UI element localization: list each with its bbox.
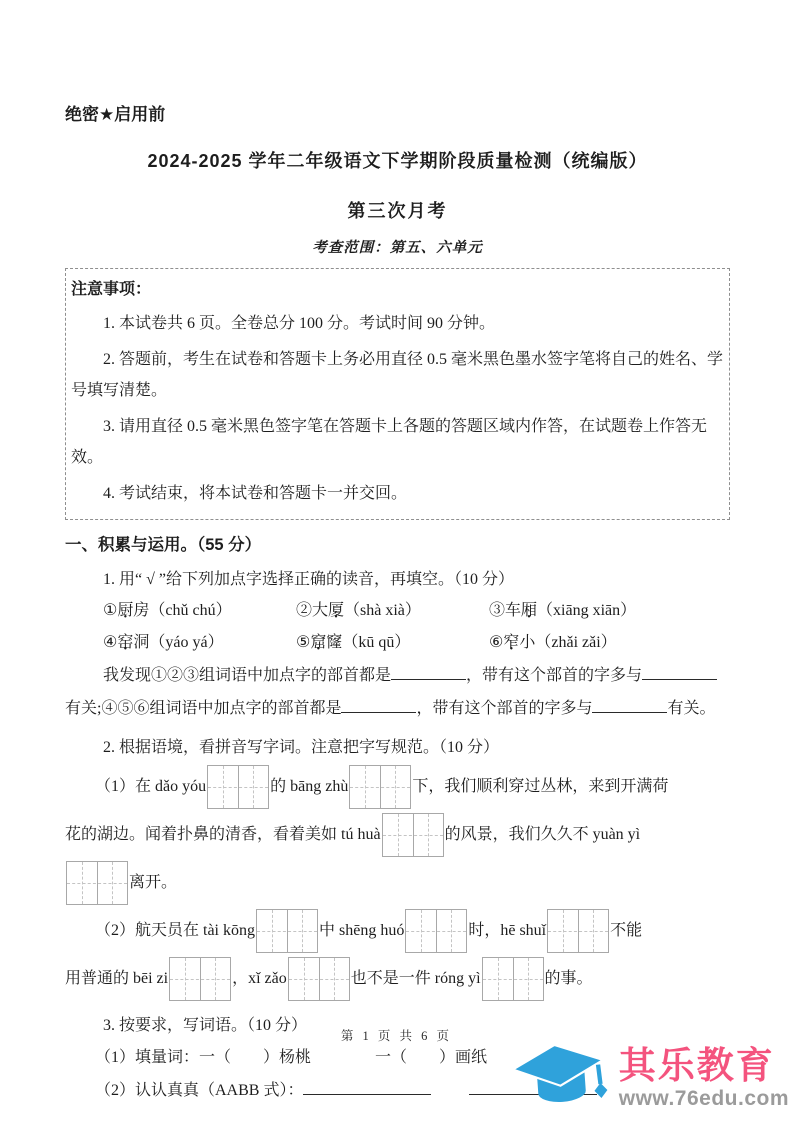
question-1-stem: 1. 用“ √ ”给下列加点字选择正确的读音，再填空。（10 分） (103, 571, 514, 588)
option-pinyin: 洞（yáo yá） (133, 634, 224, 651)
q1-fill-line-2 (65, 692, 730, 725)
pinyin-writing-box[interactable] (482, 957, 544, 1001)
sentence-text: 时，hē shuǐ (468, 922, 547, 939)
sentence-text: 用普通的 bēi zi (65, 970, 169, 987)
q1-option-2 (296, 595, 489, 627)
option-prefix: ④ (103, 634, 118, 651)
notice-item: 1. 本试卷共 6 页。全卷总分 100 分。考试时间 90 分钟。 (103, 315, 496, 332)
sentence-text: 不能 (610, 922, 643, 939)
notice-item: 4. 考试结束，将本试卷和答题卡一并交回。 (103, 485, 408, 502)
option-pinyin: 小（zhǎi zǎi） (519, 634, 617, 651)
pinyin-writing-box[interactable] (207, 765, 269, 809)
option-prefix: ⑥ (489, 634, 504, 651)
pinyin-writing-box[interactable] (256, 909, 318, 953)
answer-blank[interactable] (341, 696, 416, 713)
exam-name: 第三次月考 (347, 201, 448, 221)
notice-item: 3. 请用直径 0.5 毫米黑色签字笔在答题卡上各题的答题区域内作答，在试题卷上作答无效。 (71, 418, 708, 466)
pinyin-writing-box[interactable] (66, 861, 128, 905)
dotted-character: 窑 • (117, 627, 133, 659)
q3-item-1: （1）填量词：一（ ）杨桃 一（ ）画纸 (95, 1049, 488, 1066)
fill-text: 有关;④⑤⑥组词语中加点字的部首都是 (65, 700, 342, 717)
option-pinyin: 房（chǔ chú） (133, 602, 232, 619)
fill-text: 有关。 (667, 700, 716, 717)
q1-option-4 (103, 627, 296, 659)
fill-text: ，带有这个部首的字多与 (416, 700, 593, 717)
q1-options-row-1 (103, 595, 730, 627)
exam-scope: 考查范围：第五、六单元 (312, 240, 483, 256)
answer-blank[interactable] (592, 696, 667, 713)
classification-label: 绝密★启用前 (65, 105, 166, 124)
answer-blank[interactable] (391, 663, 466, 680)
option-pinyin: （xiāng xiān） (537, 602, 637, 619)
answer-blank[interactable] (642, 663, 717, 680)
pinyin-writing-box[interactable] (349, 765, 411, 809)
graduation-cap-icon (502, 1032, 618, 1122)
dotted-character: 厢 • (521, 595, 537, 627)
notice-item: 2. 答题前，考生在试卷和答题卡上务必用直径 0.5 毫米黑色墨水签字笔将自己的姓名、学号填写清楚。 (71, 351, 724, 399)
pinyin-writing-box[interactable] (382, 813, 444, 857)
pinyin-writing-box[interactable] (169, 957, 231, 1001)
sentence-text: 下，我们顺利穿过丛林，来到开满荷 (412, 778, 669, 795)
q2-sentence-1-line-3 (65, 859, 730, 907)
sentence-text: （2）航天员在 tài kōng (95, 922, 255, 939)
page-number: 第 1 页 共 6 页 (340, 1029, 453, 1043)
fill-text: ，带有这个部首的字多与 (466, 667, 643, 684)
option-prefix: ②大 (296, 602, 329, 619)
pinyin-writing-box[interactable] (547, 909, 609, 953)
option-prefix: ③车 (489, 602, 522, 619)
option-pinyin: 窿（kū qū） (326, 634, 411, 651)
dotted-character: 窟 • (310, 627, 326, 659)
q1-option-6 (489, 627, 617, 659)
option-prefix: ① (103, 602, 118, 619)
publisher-logo (505, 1036, 789, 1121)
sentence-text: ，xǐ zǎo (232, 970, 287, 987)
sentence-text: 的事。 (544, 970, 593, 987)
sentence-text: 也不是一件 róng yì (350, 970, 481, 987)
dotted-character: 窄 • (503, 627, 519, 659)
q2-sentence-1-line-1 (95, 763, 730, 811)
option-pinyin: （shà xià） (344, 602, 421, 619)
q1-options-row-2 (103, 627, 730, 659)
logo-text-block (619, 1046, 789, 1111)
q1-option-5 (296, 627, 489, 659)
sentence-text: 的 bāng zhù (270, 778, 349, 795)
q1-fill-line-1 (65, 659, 730, 692)
notice-heading: 注意事项： (71, 281, 152, 298)
sentence-text: 离开。 (129, 874, 178, 891)
pinyin-writing-box[interactable] (405, 909, 467, 953)
section-1-heading: 一、积累与运用。（55 分） (65, 536, 262, 554)
q2-sentence-2-line-2 (65, 955, 730, 1003)
dotted-character: 厨 • (117, 595, 133, 627)
notice-box (65, 268, 730, 520)
sentence-text: 花的湖边。闻着扑鼻的清香，看着美如 tú huà (65, 826, 381, 843)
q2-sentence-2-line-1 (95, 907, 730, 955)
fill-text: 我发现①②③组词语中加点字的部首都是 (103, 667, 392, 684)
question-3-stem: 3. 按要求，写词语。（10 分） (103, 1017, 308, 1034)
sentence-text: 的风景，我们久久不 yuàn yì (444, 826, 641, 843)
sentence-text: 中 shēng huó (319, 922, 405, 939)
answer-blank[interactable] (303, 1078, 431, 1095)
q1-option-3 (489, 595, 636, 627)
q3-item-2-label: （2）认认真真（AABB 式）： (95, 1082, 304, 1099)
pinyin-writing-box[interactable] (288, 957, 350, 1001)
brand-name: 其乐教育 (618, 1045, 775, 1086)
option-prefix: ⑤ (296, 634, 311, 651)
page-title: 2024-2025 学年二年级语文下学期阶段质量检测（统编版） (147, 151, 648, 171)
q2-sentence-1-line-2 (65, 811, 730, 859)
sentence-text: （1）在 dǎo yóu (95, 778, 207, 795)
dotted-character: 厦 • (328, 595, 344, 627)
brand-url: www.76edu.com (618, 1087, 789, 1110)
question-2-stem: 2. 根据语境，看拼音写字词。注意把字写规范。（10 分） (103, 739, 500, 756)
q1-option-1 (103, 595, 296, 627)
